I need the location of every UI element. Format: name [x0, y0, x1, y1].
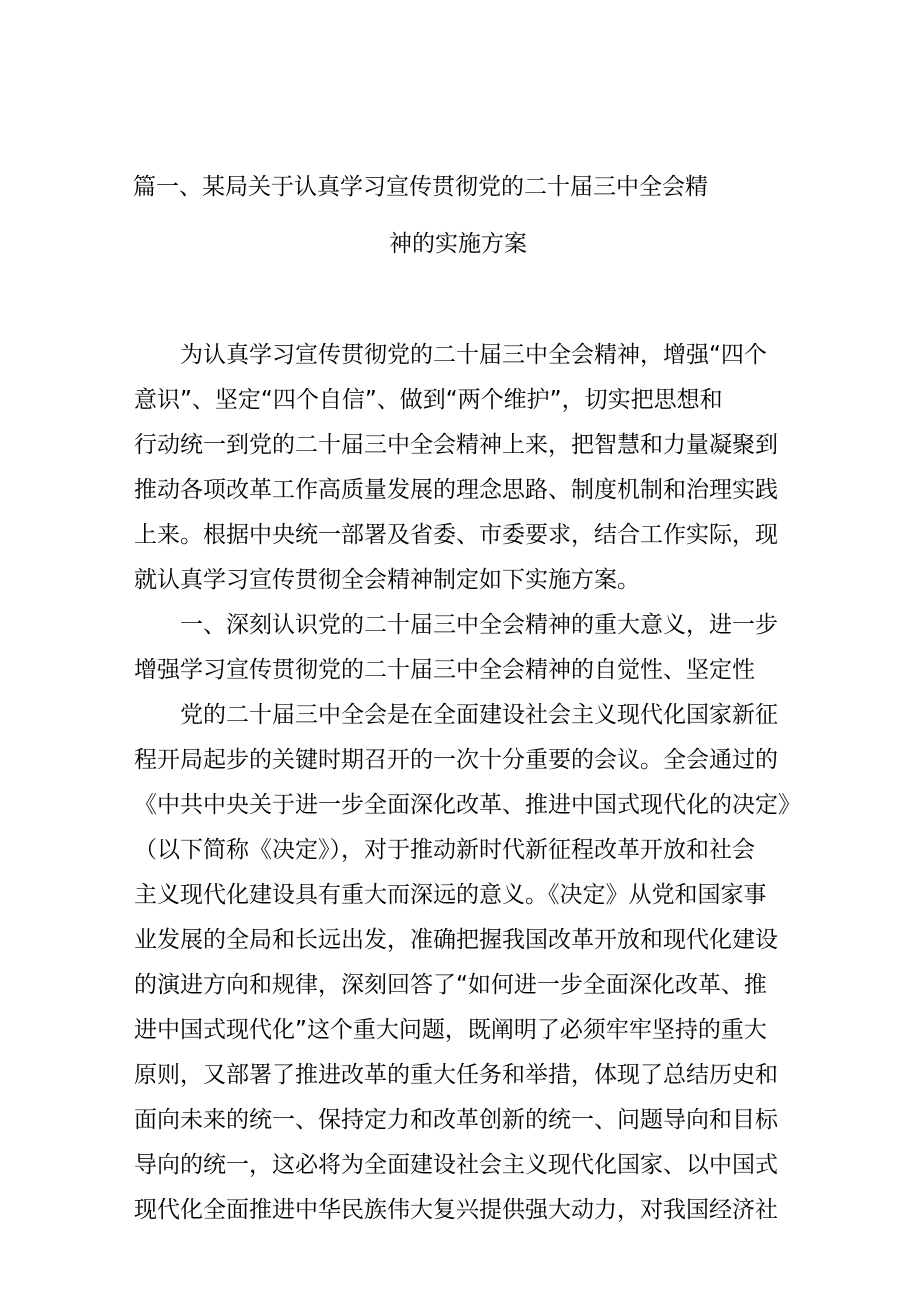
heading-line: 增强学习宣传贯彻党的二十届三中全会精神的自觉性、坚定性: [134, 657, 755, 683]
paragraph-line: 现代化全面推进中华民族伟大复兴提供强大动力，对我国经济社: [134, 1197, 778, 1223]
paragraph-line: 意识”、坚定“四个自信”、做到“两个维护”，切实把思想和: [134, 387, 723, 413]
document-title-line-2: 神的实施方案: [389, 231, 527, 257]
document-body: [134, 333, 801, 1233]
paragraph-line: 面向未来的统一、保持定力和改革创新的统一、问题导向和目标: [134, 1107, 778, 1133]
paragraph-line: 上来。根据中央统一部署及省委、市委要求，结合工作实际，现: [134, 522, 778, 548]
section-heading-1: [134, 603, 794, 693]
paragraph-line: 原则，又部署了推进改革的重大任务和举措，体现了总结历史和: [134, 1062, 778, 1088]
paragraph-line: 主义现代化建设具有重大而深远的意义。《决定》从党和国家事: [134, 882, 767, 908]
paragraph-line: 党的二十届三中全会是在全面建设社会主义现代化国家新征: [180, 702, 778, 728]
paragraph-line: 程开局起步的关键时期召开的一次十分重要的会议。全会通过的: [134, 747, 778, 773]
paragraph-line: 的演进方向和规律，深刻回答了“如何进一步全面深化改革、推: [134, 972, 767, 998]
paragraph-line: 为认真学习宣传贯彻党的二十届三中全会精神，增强“四个: [180, 342, 767, 368]
paragraph-line: 进中国式现代化”这个重大问题，既阐明了必须牢牢坚持的重大: [134, 1017, 767, 1043]
paragraph-line: 《中共中央关于进一步全面深化改革、推进中国式现代化的决定》: [134, 792, 801, 818]
paragraph-line: （以下简称《决定》），对于推动新时代新征程改革开放和社会: [134, 837, 755, 863]
paragraph-line: 导向的统一，这必将为全面建设社会主义现代化国家、以中国式: [134, 1152, 778, 1178]
paragraph-line: 业发展的全局和长远出发，准确把握我国改革开放和现代化建设: [134, 927, 778, 953]
paragraph-line: 推动各项改革工作高质量发展的理念思路、制度机制和治理实践: [134, 477, 778, 503]
paragraph-line: 行动统一到党的二十届三中全会精神上来，把智慧和力量凝聚到: [134, 432, 778, 458]
section-1-paragraph: [134, 693, 801, 1233]
paragraph-line: 就认真学习宣传贯彻全会精神制定如下实施方案。: [134, 567, 640, 593]
document-title-line-1: 篇一、某局关于认真学习宣传贯彻党的二十届三中全会精: [133, 174, 708, 200]
intro-paragraph: [134, 333, 794, 603]
heading-line: 一、深刻认识党的二十届三中全会精神的重大意义，进一步: [180, 612, 778, 638]
